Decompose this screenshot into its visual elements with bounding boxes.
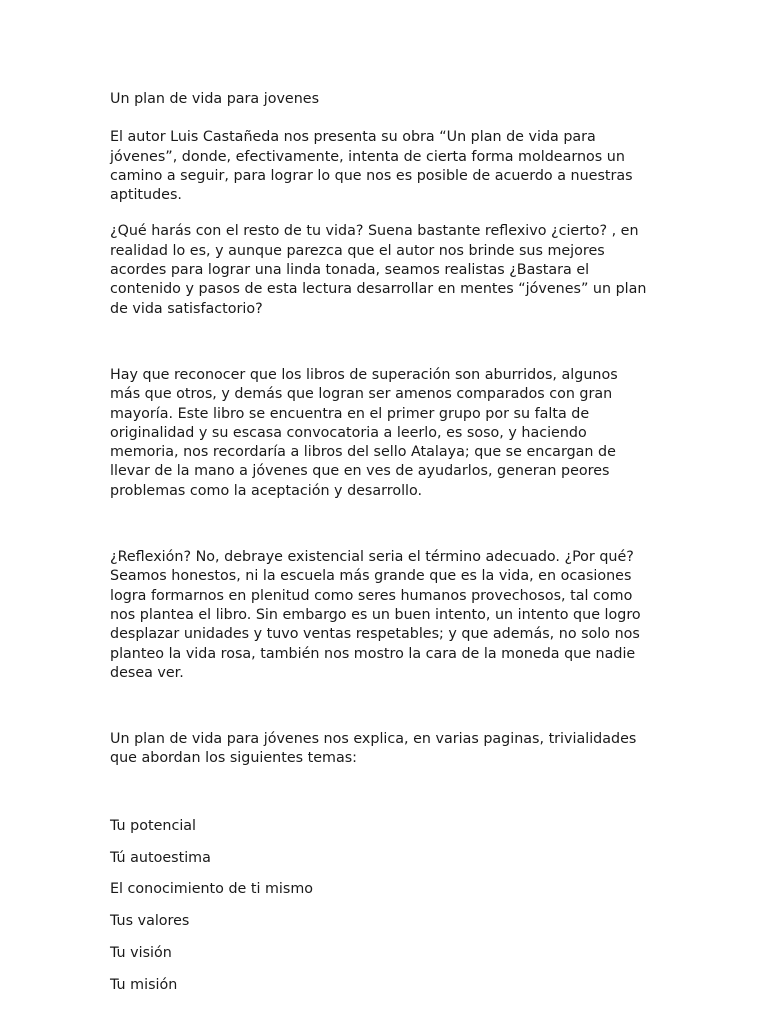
- document-title: Un plan de vida para jovenes: [110, 91, 320, 107]
- list-item: Tu potencial: [110, 817, 197, 834]
- paragraph-critique: Hay que reconocer que los libros de superación son aburridos, algunos más que otros, y demás que logran ser amenos comparados con gran mayoría. Este libro se encuentra en el primer grupo por su falta de originalidad y su escasa convocatoria a leerlo, es soso, y haciendo memoria, nos recordaría a libros del sello Atalaya; que se encargan de llevar de la mano a jóvenes que en ves de ayudarlos, generan peores problemas como la aceptación y desarrollo.: [110, 366, 618, 499]
- paragraph-reflection: ¿Reflexión? No, debraye existencial seria el término adecuado. ¿Por qué? Seamos honestos, ni la escuela más grande que es la vida, en ocasiones logra formarnos en plenitud como seres humanos provechosos, tal como nos plantea el libro. Sin embargo es un buen intento, un intento que logro desplazar unidades y tuvo ventas respetables; y que además, no solo nos planteo la vida rosa, también nos mostro la cara de la moneda que nadie desea ver.: [110, 549, 641, 681]
- list-item: Tú autoestima: [110, 849, 211, 866]
- paragraph-topics-intro: Un plan de vida para jóvenes nos explica, en varias paginas, trivialidades que abordan los siguientes temas:: [110, 731, 637, 767]
- list-item: Tus valores: [110, 913, 190, 930]
- topics-list: [110, 817, 650, 1008]
- list-item: Tu misión: [110, 976, 178, 993]
- document-page: [110, 90, 650, 1008]
- paragraph-question: ¿Qué harás con el resto de tu vida? Suena bastante reflexivo ¿cierto? , en realidad lo es, y aunque parezca que el autor nos brinde sus mejores acordes para lograr una linda tonada, seamos realistas ¿Bastara el contenido y pasos de esta lectura desarrollar en mentes “jóvenes” un plan de vida satisfactorio?: [110, 223, 647, 317]
- list-item: Tu visión: [110, 944, 172, 961]
- list-item: El conocimiento de ti mismo: [110, 881, 314, 898]
- paragraph-intro: El autor Luis Castañeda nos presenta su obra “Un plan de vida para jóvenes”, donde, efectivamente, intenta de cierta forma moldearnos un camino a seguir, para lograr lo que nos es posible de acuerdo a nuestras aptitudes.: [110, 129, 633, 204]
